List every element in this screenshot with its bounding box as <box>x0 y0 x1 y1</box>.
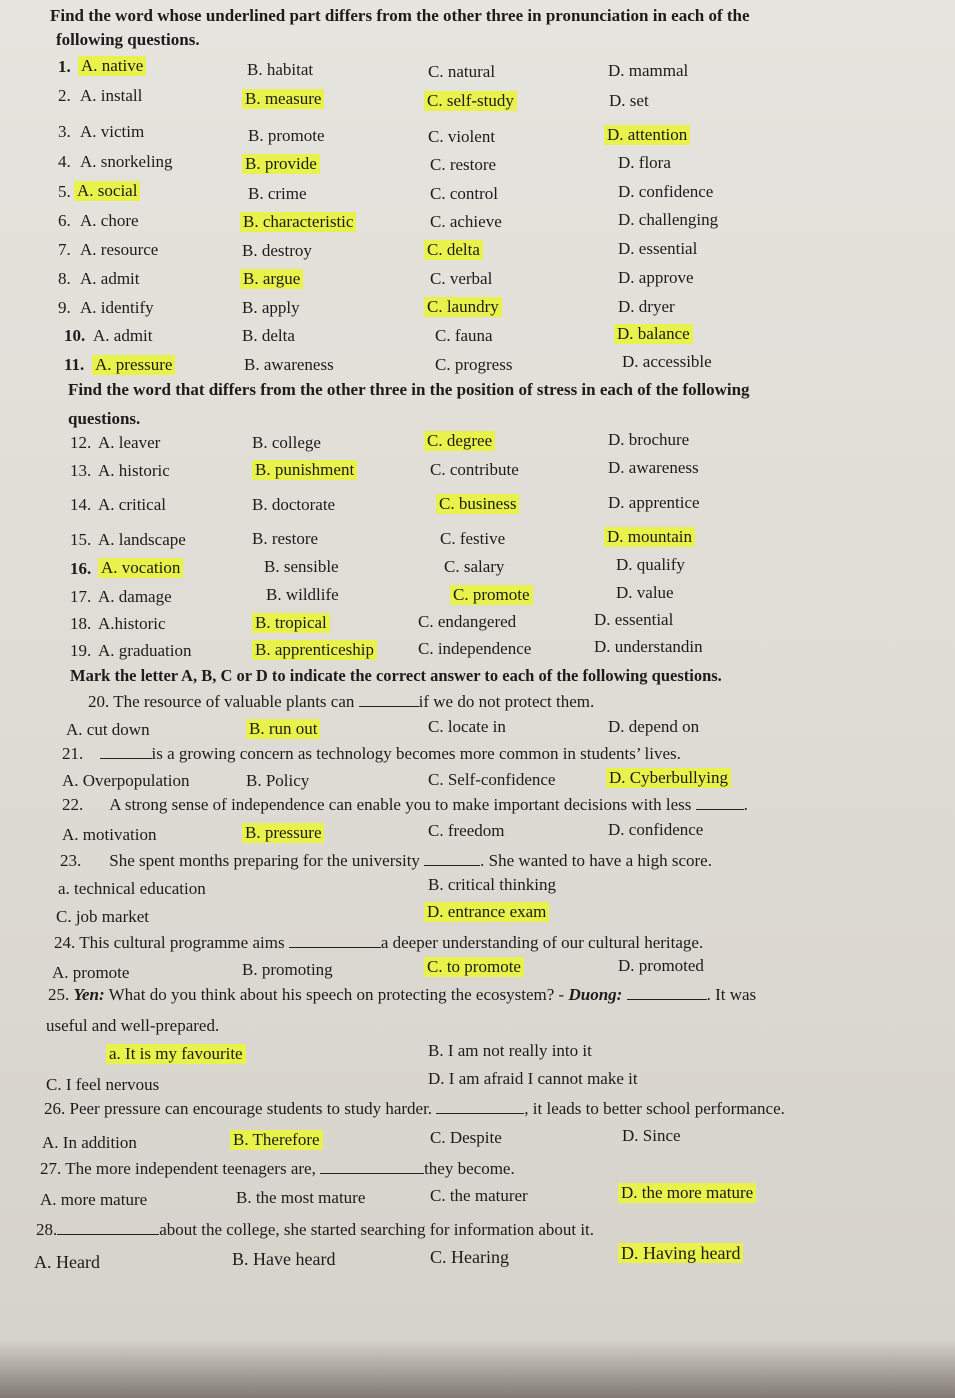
q26-option-b[interactable]: B. Therefore <box>230 1130 323 1150</box>
q10-option-b[interactable]: B. delta <box>242 326 295 345</box>
q9-number: 9. <box>58 298 71 317</box>
q15-option-d[interactable]: D. mountain <box>604 527 695 547</box>
q13-option-c[interactable]: C. contribute <box>430 460 519 479</box>
q4-option-d[interactable]: D. flora <box>618 153 671 172</box>
q19-option-a[interactable]: A. graduation <box>98 641 192 660</box>
q22-blank[interactable] <box>696 795 744 810</box>
q22-option-a[interactable]: A. motivation <box>62 825 157 844</box>
q3-number: 3. <box>58 122 71 141</box>
q26-stem-b: , it leads to better school performance. <box>524 1099 785 1118</box>
q5-option-a[interactable]: A. social <box>74 181 140 201</box>
q25-stem <box>48 985 756 1005</box>
q24-blank[interactable] <box>289 933 381 948</box>
q6-option-d[interactable]: D. challenging <box>618 210 719 229</box>
q20-blank[interactable] <box>359 692 419 707</box>
q20-option-b[interactable]: B. run out <box>246 719 320 739</box>
q2-option-a[interactable]: A. install <box>80 86 143 105</box>
q22-option-b[interactable]: B. pressure <box>242 823 324 843</box>
q7-number: 7. <box>58 240 71 259</box>
q27-stem <box>40 1159 515 1179</box>
q18-number: 18. <box>70 614 92 633</box>
q21-blank[interactable] <box>100 744 152 759</box>
q25-option-d[interactable]: D. I am afraid I cannot make it <box>428 1069 638 1088</box>
q28-blank[interactable] <box>57 1220 159 1235</box>
q4-option-c[interactable]: C. restore <box>430 155 497 174</box>
q8-option-c[interactable]: C. verbal <box>430 269 493 288</box>
section1-heading-line2: following questions. <box>56 30 200 49</box>
q19-option-c[interactable]: C. independence <box>418 639 532 658</box>
q16-number: 16. <box>70 559 92 578</box>
q21-stem <box>62 744 681 764</box>
q22-option-d[interactable]: D. confidence <box>608 820 704 839</box>
q3-option-b[interactable]: B. promote <box>248 126 325 145</box>
q7-option-c[interactable]: C. delta <box>424 240 483 260</box>
q2-number: 2. <box>58 86 71 105</box>
q25-stem-b: . It was <box>706 985 757 1004</box>
q20-option-a[interactable]: A. cut down <box>66 720 150 739</box>
q12-number: 12. <box>70 433 92 452</box>
q17-option-a[interactable]: A. damage <box>98 587 172 606</box>
q27-option-a[interactable]: A. more mature <box>40 1190 148 1209</box>
q15-option-c[interactable]: C. festive <box>440 529 506 548</box>
q28-option-a[interactable]: A. Heard <box>34 1252 100 1272</box>
q6-option-b[interactable]: B. characteristic <box>240 212 356 232</box>
q8-number: 8. <box>58 269 71 288</box>
q24-stem <box>54 933 703 953</box>
q15-option-b[interactable]: B. restore <box>252 529 319 548</box>
q26-stem <box>44 1099 785 1119</box>
q13-option-d[interactable]: D. awareness <box>608 458 699 477</box>
q12-option-c[interactable]: C. degree <box>424 431 495 451</box>
q27-option-d[interactable]: D. the more mature <box>618 1183 756 1203</box>
q23-stem <box>60 851 712 871</box>
q18-option-d[interactable]: D. essential <box>594 610 674 629</box>
q28-stem <box>36 1220 594 1240</box>
q2-option-d[interactable]: D. set <box>609 91 649 110</box>
section2-heading-line1: Find the word that differs from the other three in the position of stress in each of the following <box>68 380 750 399</box>
q21-option-b[interactable]: B. Policy <box>246 771 310 790</box>
q10-number: 10. <box>64 326 86 345</box>
q5-option-c[interactable]: C. control <box>430 184 498 203</box>
q10-option-a[interactable]: A. admit <box>93 326 153 345</box>
q25-option-a[interactable]: a. It is my favourite <box>106 1044 246 1064</box>
q25-blank[interactable] <box>627 985 707 1000</box>
q27-option-c[interactable]: C. the maturer <box>430 1186 528 1205</box>
q26-option-a[interactable]: A. In addition <box>42 1133 137 1152</box>
q8-option-b[interactable]: B. argue <box>240 269 303 289</box>
q1-option-b[interactable]: B. habitat <box>247 60 314 79</box>
q28-option-c[interactable]: C. Hearing <box>430 1247 509 1267</box>
q12-option-b[interactable]: B. college <box>252 433 321 452</box>
q11-number: 11. <box>64 355 85 374</box>
q20-stem-start <box>88 692 594 712</box>
q23-option-c[interactable]: C. job market <box>56 907 150 926</box>
q4-option-b[interactable]: B. provide <box>242 154 320 174</box>
q16-option-c[interactable]: C. salary <box>444 557 505 576</box>
q25-speaker-duong: Duong: <box>568 985 623 1004</box>
q14-number: 14. <box>70 495 92 514</box>
q12-option-a[interactable]: A. leaver <box>98 433 161 452</box>
section3-heading: Mark the letter A, B, C or D to indicate the correct answer to each of the following questions. <box>70 666 722 685</box>
q1-number: 1. <box>58 57 71 76</box>
q6-option-a[interactable]: A. chore <box>80 211 139 230</box>
q18-option-b[interactable]: B. tropical <box>252 613 330 633</box>
q11-option-b[interactable]: B. awareness <box>244 355 334 374</box>
q5-number: 5. <box>58 182 71 201</box>
q3-option-a[interactable]: A. victim <box>80 122 145 141</box>
q25-speaker-yen: Yen: <box>73 985 105 1004</box>
q27-blank[interactable] <box>320 1159 424 1174</box>
q13-option-a[interactable]: A. historic <box>98 461 170 480</box>
q21-number: 21. <box>62 744 84 763</box>
section1-heading-line1: Find the word whose underlined part differs from the other three in pronunciation in each of the <box>50 6 750 25</box>
q26-option-d[interactable]: D. Since <box>622 1126 681 1145</box>
q21-option-d[interactable]: D. Cyberbullying <box>606 768 731 788</box>
q27-option-b[interactable]: B. the most mature <box>236 1188 366 1207</box>
q9-option-d[interactable]: D. dryer <box>618 297 675 316</box>
q14-option-b[interactable]: B. doctorate <box>252 495 336 514</box>
q9-option-a[interactable]: A. identify <box>80 298 154 317</box>
q17-number: 17. <box>70 587 92 606</box>
q18-option-c[interactable]: C. endangered <box>418 612 517 631</box>
q26-stem-a: 26. Peer pressure can encourage students to study harder. <box>44 1099 433 1118</box>
q25-option-c[interactable]: C. I feel nervous <box>46 1075 160 1094</box>
q8-option-d[interactable]: D. approve <box>618 268 694 287</box>
q24-stem-b: a deeper understanding of our cultural heritage. <box>380 933 704 952</box>
q24-option-d[interactable]: D. promoted <box>618 956 704 975</box>
q23-option-a[interactable]: a. technical education <box>58 879 206 898</box>
q27-stem-b: they become. <box>424 1159 515 1178</box>
q19-number: 19. <box>70 641 92 660</box>
q1-option-c[interactable]: C. natural <box>428 62 496 81</box>
q1-option-a[interactable]: A. native <box>78 56 146 76</box>
q4-number: 4. <box>58 152 71 171</box>
q15-option-a[interactable]: A. landscape <box>98 530 186 549</box>
q11-option-d[interactable]: D. accessible <box>622 352 712 371</box>
q26-option-c[interactable]: C. Despite <box>430 1128 502 1147</box>
q25-stem-c: useful and well-prepared. <box>46 1016 220 1035</box>
q22-stem-a: A strong sense of independence can enable you to make important decisions with less <box>109 795 692 814</box>
q15-number: 15. <box>70 530 92 549</box>
q20-option-c[interactable]: C. locate in <box>428 717 506 736</box>
q20-stem-b: if we do not protect them. <box>418 692 595 711</box>
q20-stem-a: 20. The resource of valuable plants can <box>88 692 355 711</box>
q25-option-b[interactable]: B. I am not really into it <box>428 1041 592 1060</box>
q28-number: 28. <box>36 1220 58 1239</box>
q14-option-d[interactable]: D. apprentice <box>608 493 700 512</box>
q5-option-b[interactable]: B. crime <box>248 184 307 203</box>
q16-option-a[interactable]: A. vocation <box>98 558 183 578</box>
q20-option-d[interactable]: D. depend on <box>608 717 700 736</box>
q27-stem-a: 27. The more independent teenagers are, <box>40 1159 316 1178</box>
q6-number: 6. <box>58 211 71 230</box>
q2-option-c[interactable]: C. self-study <box>424 91 517 111</box>
page-bottom-shadow <box>0 1340 955 1398</box>
q16-option-d[interactable]: D. qualify <box>616 555 685 574</box>
q22-option-c[interactable]: C. freedom <box>428 821 505 840</box>
q3-option-d[interactable]: D. attention <box>604 125 690 145</box>
q23-option-b[interactable]: B. critical thinking <box>428 875 556 894</box>
q24-option-a[interactable]: A. promote <box>52 963 130 982</box>
q2-option-b[interactable]: B. measure <box>242 89 324 109</box>
q23-stem-b: . She wanted to have a high score. <box>480 851 712 870</box>
q17-option-d[interactable]: D. value <box>616 583 674 602</box>
q10-option-d[interactable]: D. balance <box>614 324 693 344</box>
q13-number: 13. <box>70 461 92 480</box>
q22-number: 22. <box>62 795 84 814</box>
q21-option-c[interactable]: C. Self-confidence <box>428 770 556 789</box>
q25-stem-a: What do you think about his speech on protecting the ecosystem? - <box>108 985 565 1004</box>
q28-option-b[interactable]: B. Have heard <box>232 1249 336 1269</box>
q19-option-b[interactable]: B. apprenticeship <box>252 640 377 660</box>
q11-option-c[interactable]: C. progress <box>435 355 513 374</box>
q23-blank[interactable] <box>424 851 480 866</box>
q23-number: 23. <box>60 851 82 870</box>
section2-heading-line2: questions. <box>68 409 141 428</box>
q19-option-d[interactable]: D. understandin <box>594 637 703 656</box>
q24-stem-a: 24. This cultural programme aims <box>54 933 285 952</box>
q18-option-a[interactable]: A.historic <box>98 614 166 633</box>
q8-option-a[interactable]: A. admit <box>80 269 140 288</box>
q17-option-c[interactable]: C. promote <box>450 585 533 605</box>
q21-stem-b: is a growing concern as technology becomes more common in students’ lives. <box>151 744 681 763</box>
q14-option-a[interactable]: A. critical <box>98 495 166 514</box>
q6-option-c[interactable]: C. achieve <box>430 212 502 231</box>
q26-blank[interactable] <box>436 1099 524 1114</box>
q24-option-b[interactable]: B. promoting <box>242 960 333 979</box>
q22-stem: 22. A strong sense of independence can enable you to make important decisions with less . <box>62 795 748 814</box>
q28-option-d[interactable]: D. Having heard <box>618 1243 743 1263</box>
q1-option-d[interactable]: D. mammal <box>608 61 689 80</box>
q16-option-b[interactable]: B. sensible <box>264 557 339 576</box>
q7-option-b[interactable]: B. destroy <box>242 241 312 260</box>
q9-option-c[interactable]: C. laundry <box>424 297 502 317</box>
q25-number: 25. <box>48 985 70 1004</box>
q17-option-b[interactable]: B. wildlife <box>266 585 339 604</box>
q7-option-a[interactable]: A. resource <box>80 240 159 259</box>
q5-option-d[interactable]: D. confidence <box>618 182 714 201</box>
q23-option-d[interactable]: D. entrance exam <box>424 902 549 922</box>
q11-option-a[interactable]: A. pressure <box>92 355 175 375</box>
q7-option-d[interactable]: D. essential <box>618 239 698 258</box>
q13-option-b[interactable]: B. punishment <box>252 460 357 480</box>
q21-option-a[interactable]: A. Overpopulation <box>62 771 190 790</box>
q24-option-c[interactable]: C. to promote <box>424 957 524 977</box>
q28-stem-b: about the college, she started searching for information about it. <box>159 1220 595 1239</box>
q10-option-c[interactable]: C. fauna <box>435 326 493 345</box>
q3-option-c[interactable]: C. violent <box>428 127 496 146</box>
q4-option-a[interactable]: A. snorkeling <box>80 152 173 171</box>
q14-option-c[interactable]: C. business <box>436 494 519 514</box>
q23-stem-a: She spent months preparing for the university <box>109 851 420 870</box>
q9-option-b[interactable]: B. apply <box>242 298 300 317</box>
q12-option-d[interactable]: D. brochure <box>608 430 690 449</box>
